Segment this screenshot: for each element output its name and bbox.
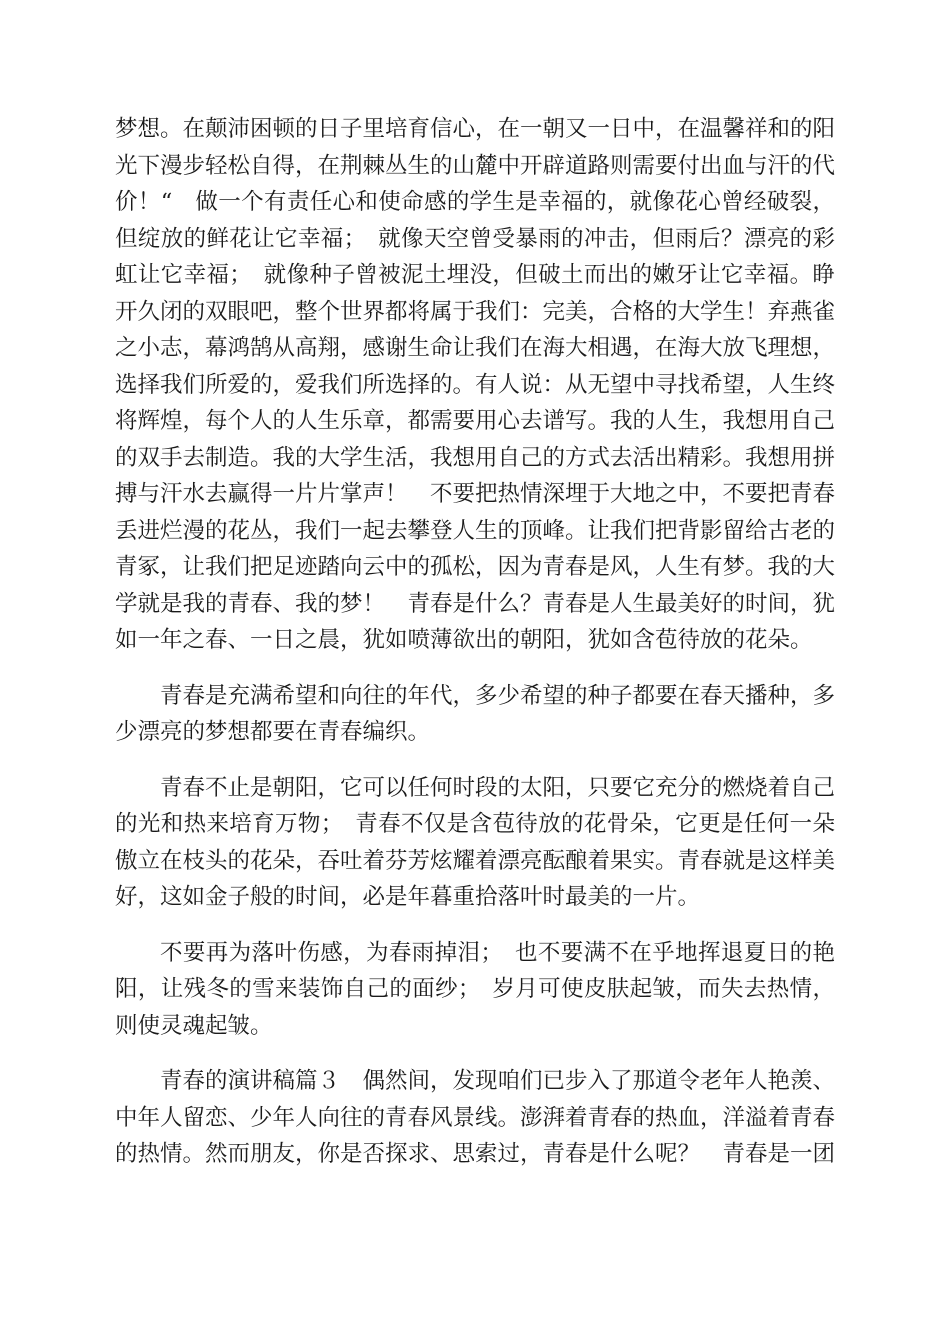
- paragraph-5: 青春的演讲稿篇３ 偶然间，发现咱们已步入了那道令老年人艳羡、中年人留恋、少年人向往的青春风景线。澎湃着青春的热血，洋溢着青春的热情。然而朋友，你是否探求、思索过，青春是什么呢？ 青春是一团: [115, 1068, 836, 1167]
- document-body: [115, 111, 835, 1192]
- paragraph-3: 青春不止是朝阳，它可以任何时段的太阳，只要它充分的燃烧着自己的光和热来培育万物； 青春不仅是含苞待放的花骨朵，它更是任何一朵傲立在枝头的花朵，吞吐着芬芳炫耀着漂亮酝酿着果实。青春就是这样美好，这如金子般的时间，必是年暮重拾落叶时最美的一片。: [115, 774, 836, 910]
- paragraph-4: 不要再为落叶伤感，为春雨掉泪； 也不要满不在乎地挥退夏日的艳阳，让残冬的雪来装饰自己的面纱； 岁月可使皮肤起皱，而失去热情，则使灵魂起皱。: [115, 939, 835, 1039]
- paragraph-2: 青春是充满希望和向往的年代，多少希望的种子都要在春天播种，多少漂亮的梦想都要在青春编织。: [115, 682, 836, 745]
- paragraph-1: 梦想。在颠沛困顿的日子里培育信心，在一朝又一日中，在温馨祥和的阳光下漫步轻松自得，在荆棘丛生的山麓中开辟道路则需要付出血与汗的代价！“ 做一个有责任心和使命感的学生是幸福的，就像花心曾经破裂，但绽放的鲜花让它幸福； 就像天空曾受暴雨的冲击，但雨后？漂亮的彩虹让它幸福； 就像种子曾被泥土埋没，但破土而出的嫩牙让它幸福。睁开久闭的双眼吧，整个世界都将属于我们：完美，合格的大学生！弃燕雀之小志，幕鸿鹄从高翔，感谢生命让我们在海大相遇，在海大放飞理想，选择我们所爱的，爱我们所选择的。有人说：从无望中寻找希望，人生终将辉煌，每个人的人生乐章，都需要用心去谱写。我的人生，我想用自己的双手去制造。我的大学生活，我想用自己的方式去活出精彩。我想用拼搏与汗水去赢得一片片掌声！ 不要把热情深埋于大地之中，不要把青春丢进烂漫的花丛，我们一起去攀登人生的顶峰。让我们把背影留给古老的青冢，让我们把足迹踏向云中的孤松，因为青春是风，人生有梦。我的大学就是我的青春、我的梦！ 青春是什么？青春是人生最美好的时间，犹如一年之春、一日之晨，犹如喷薄欲出的朝阳，犹如含苞待放的花朵。: [115, 116, 836, 653]
